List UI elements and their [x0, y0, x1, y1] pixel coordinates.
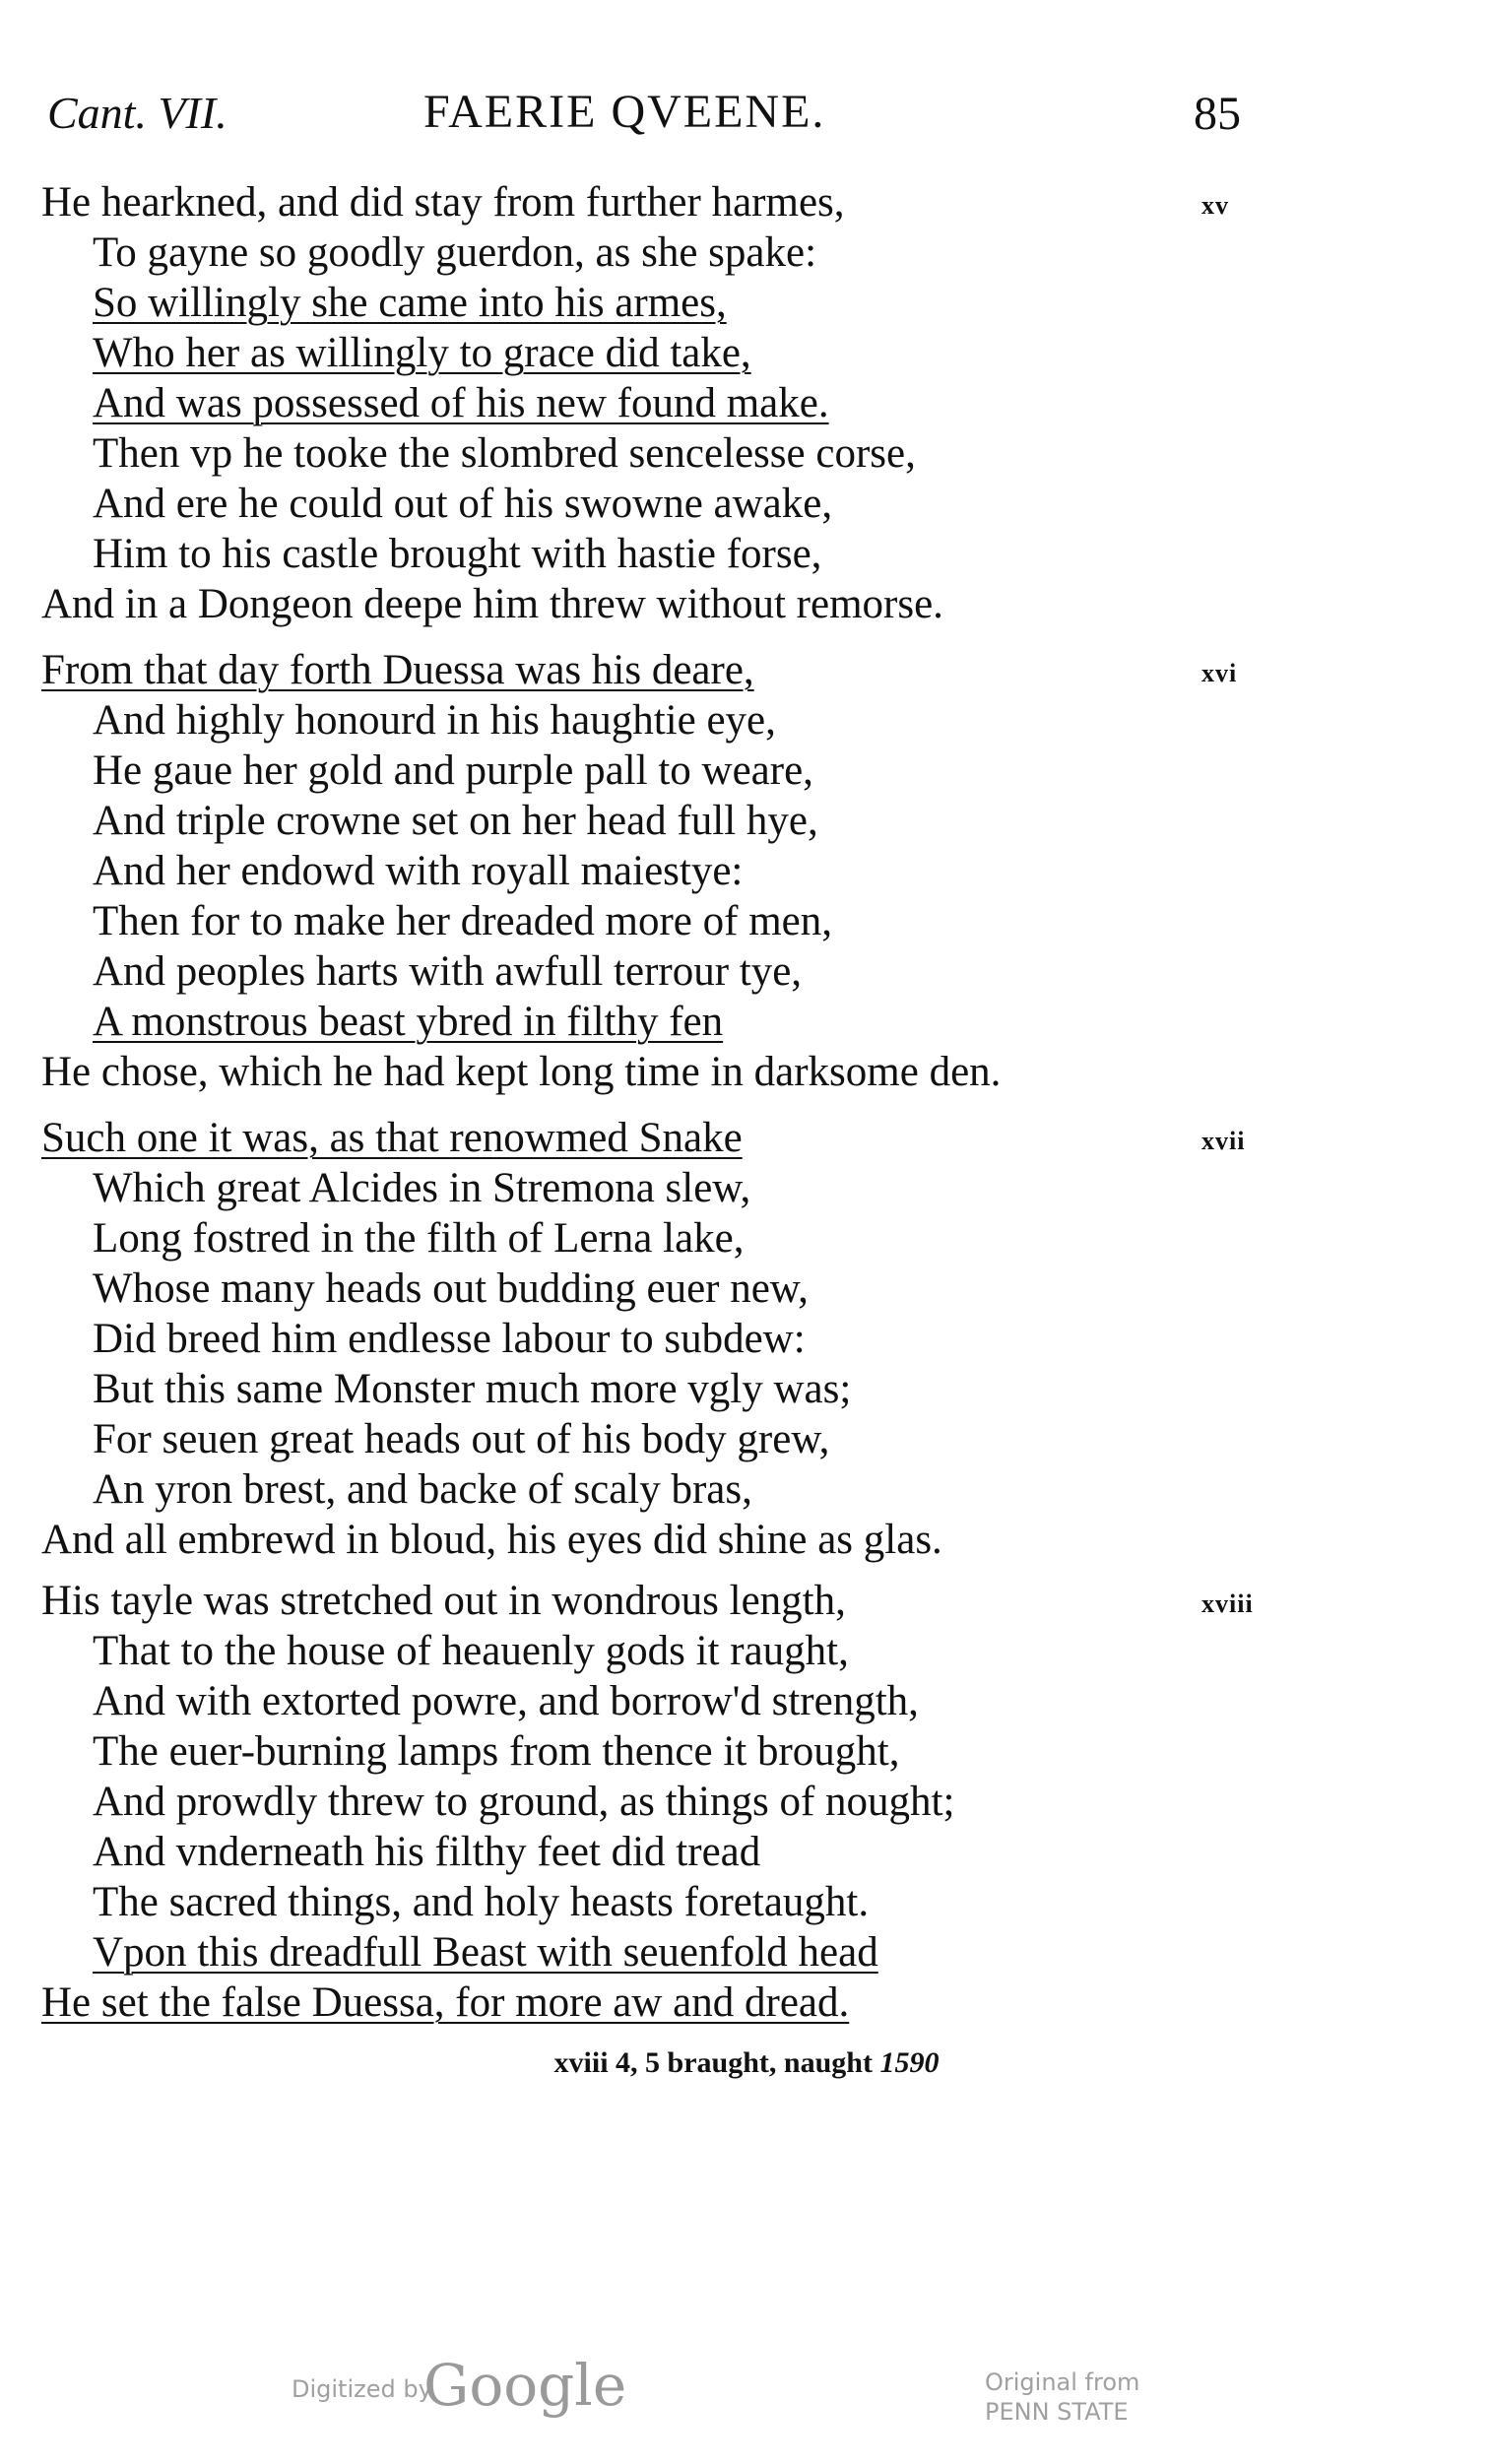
verse-line: And with extorted powre, and borrow'd strength,	[93, 1678, 919, 1724]
verse-line: And all embrewd in bloud, his eyes did shine as glas.	[41, 1517, 942, 1563]
verse-line: Long fostred in the filth of Lerna lake,	[93, 1215, 745, 1262]
source-attribution	[985, 2367, 1139, 2427]
verse-line: And prowdly threw to ground, as things of nought;	[93, 1779, 955, 1825]
page-number: 85	[1194, 88, 1241, 140]
verse-line: And was possessed of his new found make.	[93, 380, 829, 426]
textual-footnote	[0, 2046, 1493, 2080]
google-logo: Google	[423, 2352, 627, 2419]
verse-line: The euer-burning lamps from thence it brought,	[93, 1728, 900, 1775]
verse-line: He chose, which he had kept long time in darksome den.	[41, 1049, 1002, 1095]
original-from-label: Original from	[985, 2368, 1140, 2396]
verse-line: Which great Alcides in Stremona slew,	[93, 1165, 751, 1211]
verse-line: The sacred things, and holy heasts foretaught.	[93, 1879, 870, 1925]
verse-line: He hearkned, and did stay from further harmes,	[41, 179, 845, 226]
footnote-text: xviii 4, 5 braught, naught	[553, 2046, 873, 2079]
verse-line: And highly honourd in his haughtie eye,	[93, 697, 776, 744]
verse-line: From that day forth Duessa was his deare,	[41, 647, 754, 693]
stanza-number: xviii	[1201, 1589, 1254, 1618]
verse-line: He gaue her gold and purple pall to weare,	[93, 747, 813, 794]
verse-line: Who her as willingly to grace did take,	[93, 330, 751, 376]
stanza-number: xvii	[1201, 1127, 1246, 1155]
verse-line: Him to his castle brought with hastie forse,	[93, 531, 822, 577]
stanza-xv	[0, 177, 1493, 629]
verse-line: He set the false Duessa, for more aw and dread.	[41, 1979, 850, 2026]
stanza-number: xvi	[1201, 659, 1238, 687]
digitized-by-label: Digitized by	[292, 2375, 432, 2403]
verse-line: But this same Monster much more vgly was;	[93, 1366, 852, 1412]
stanza-xvii	[0, 1113, 1493, 1565]
canto-label: Cant. VII.	[47, 88, 227, 138]
verse-line: His tayle was stretched out in wondrous length,	[41, 1578, 846, 1624]
page-header	[0, 81, 1493, 160]
verse-line: An yron brest, and backe of scaly bras,	[93, 1466, 752, 1513]
verse-line: A monstrous beast ybred in filthy fen	[93, 999, 724, 1045]
verse-line: And her endowd with royall maiestye:	[93, 848, 744, 894]
verse-line: Then for to make her dreaded more of men,	[93, 898, 832, 944]
verse-line: And triple crowne set on her head full hye,	[93, 798, 818, 844]
verse-line: And ere he could out of his swowne awake,	[93, 481, 833, 527]
stanza-xvi	[0, 645, 1493, 1097]
stanza-xviii	[0, 1576, 1493, 2028]
verse-line: Whose many heads out budding euer new,	[93, 1265, 809, 1312]
verse-line: Then vp he tooke the slombred sencelesse corse,	[93, 430, 916, 477]
verse-line: To gayne so goodly guerdon, as she spake:	[93, 229, 817, 276]
verse-line: Vpon this dreadfull Beast with seuenfold head	[93, 1929, 878, 1976]
footnote-year: 1590	[879, 2046, 940, 2079]
verse-line: That to the house of heauenly gods it raught,	[93, 1628, 849, 1674]
verse-line: So willingly she came into his armes,	[93, 280, 727, 326]
verse-line: For seuen great heads out of his body grew,	[93, 1416, 830, 1462]
verse-line: And peoples harts with awfull terrour tye,	[93, 948, 803, 995]
verse-line: Such one it was, as that renowmed Snake	[41, 1115, 743, 1161]
stanza-number: xv	[1201, 191, 1229, 220]
verse-line: And in a Dongeon deepe him threw without remorse.	[41, 581, 943, 627]
running-title: FAERIE QVEENE.	[423, 86, 826, 138]
verse-line: And vnderneath his filthy feet did tread	[93, 1829, 761, 1875]
verse-line: Did breed him endlesse labour to subdew:	[93, 1316, 806, 1362]
institution-label: PENN STATE	[985, 2398, 1129, 2426]
